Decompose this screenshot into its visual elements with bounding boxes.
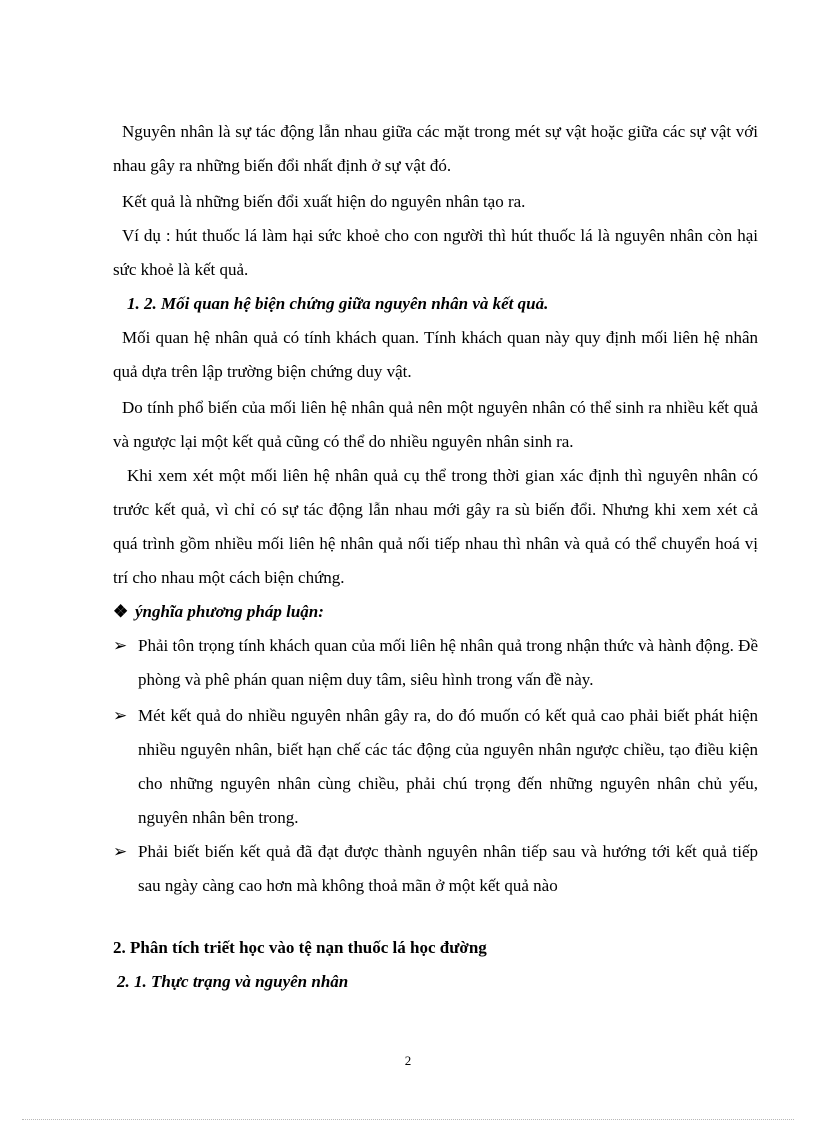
paragraph-cause-definition: Nguyên nhân là sự tác động lẫn nhau giữa các mặt trong mét sự vật hoặc giữa các sự vật với nhau gây ra những biến đổi nhất định ở sự vật đó. xyxy=(113,122,758,175)
list-item xyxy=(113,699,758,835)
paragraph-objectivity: Mối quan hệ nhân quả có tính khách quan. Tính khách quan này quy định mối liên hệ nhân quả dựa trên lập trường biện chứng duy vật. xyxy=(113,328,758,381)
paragraph-example: Ví dụ : hút thuốc lá làm hại sức khoẻ cho con người thì hút thuốc lá là nguyên nhân còn hại sức khoẻ là kết quả. xyxy=(113,226,758,279)
page-bottom-divider xyxy=(22,1119,794,1120)
list-item-text: Phải biết biến kết quả đã đạt được thành nguyên nhân tiếp sau và hướng tới kết quả tiếp sau ngày càng cao hơn mà không thoả mãn ở một kết quả nào xyxy=(138,842,758,895)
list-item xyxy=(113,835,758,903)
section-heading-1-2: 1. 2. Mối quan hệ biện chứng giữa nguyên nhân và kết quả. xyxy=(127,294,549,313)
section-heading-2-1: 2. 1. Thực trạng và nguyên nhân xyxy=(117,972,349,991)
page-number: 2 xyxy=(404,1053,412,1068)
paragraph-effect-definition: Kết quả là những biến đổi xuất hiện do nguyên nhân tạo ra. xyxy=(122,192,526,211)
methodology-title: ýnghĩa phương pháp luận: xyxy=(135,602,324,621)
list-item-text: Phải tôn trọng tính khách quan của mối liên hệ nhân quả trong nhận thức và hành động. Đề phòng và phê phán quan niệm duy tâm, siêu hình trong vấn đề này. xyxy=(138,636,758,689)
paragraph-temporal-relation: Khi xem xét một mối liên hệ nhân quả cụ thể trong thời gian xác định thì nguyên nhân có trước kết quả, vì chỉ có sự tác động lẫn nhau mới gây ra sù biến đổi. Nhưng khi xem xét cả quá trình gồm nhiều mối liên hệ nhân quả nối tiếp nhau thì nhân và quả có thể chuyển hoá vị trí cho nhau một cách biện chứng. xyxy=(113,466,758,587)
section-heading-2: 2. Phân tích triết học vào tệ nạn thuốc lá học đường xyxy=(113,938,487,957)
arrow-bullet-icon: ➢ xyxy=(113,842,128,861)
arrow-bullet-icon: ➢ xyxy=(113,706,128,725)
methodology-heading xyxy=(113,595,324,629)
list-item-text: Mét kết quả do nhiều nguyên nhân gây ra, do đó muốn có kết quả cao phải biết phát hiện nhiều nguyên nhân, biết hạn chế các tác động của nguyên nhân ngược chiều, tạo điều kiện cho những nguyên nhân cùng chiều, phải chú trọng đến những nguyên nhân chủ yếu, nguyên nhân bên trong. xyxy=(138,706,758,827)
arrow-bullet-icon: ➢ xyxy=(113,636,128,655)
list-item xyxy=(113,629,758,697)
paragraph-universality: Do tính phổ biến của mối liên hệ nhân quả nên một nguyên nhân có thể sinh ra nhiều kết quả và ngược lại một kết quả cũng có thể do nhiều nguyên nhân sinh ra. xyxy=(113,398,758,451)
diamond-bullet-icon: ❖ xyxy=(113,602,129,621)
